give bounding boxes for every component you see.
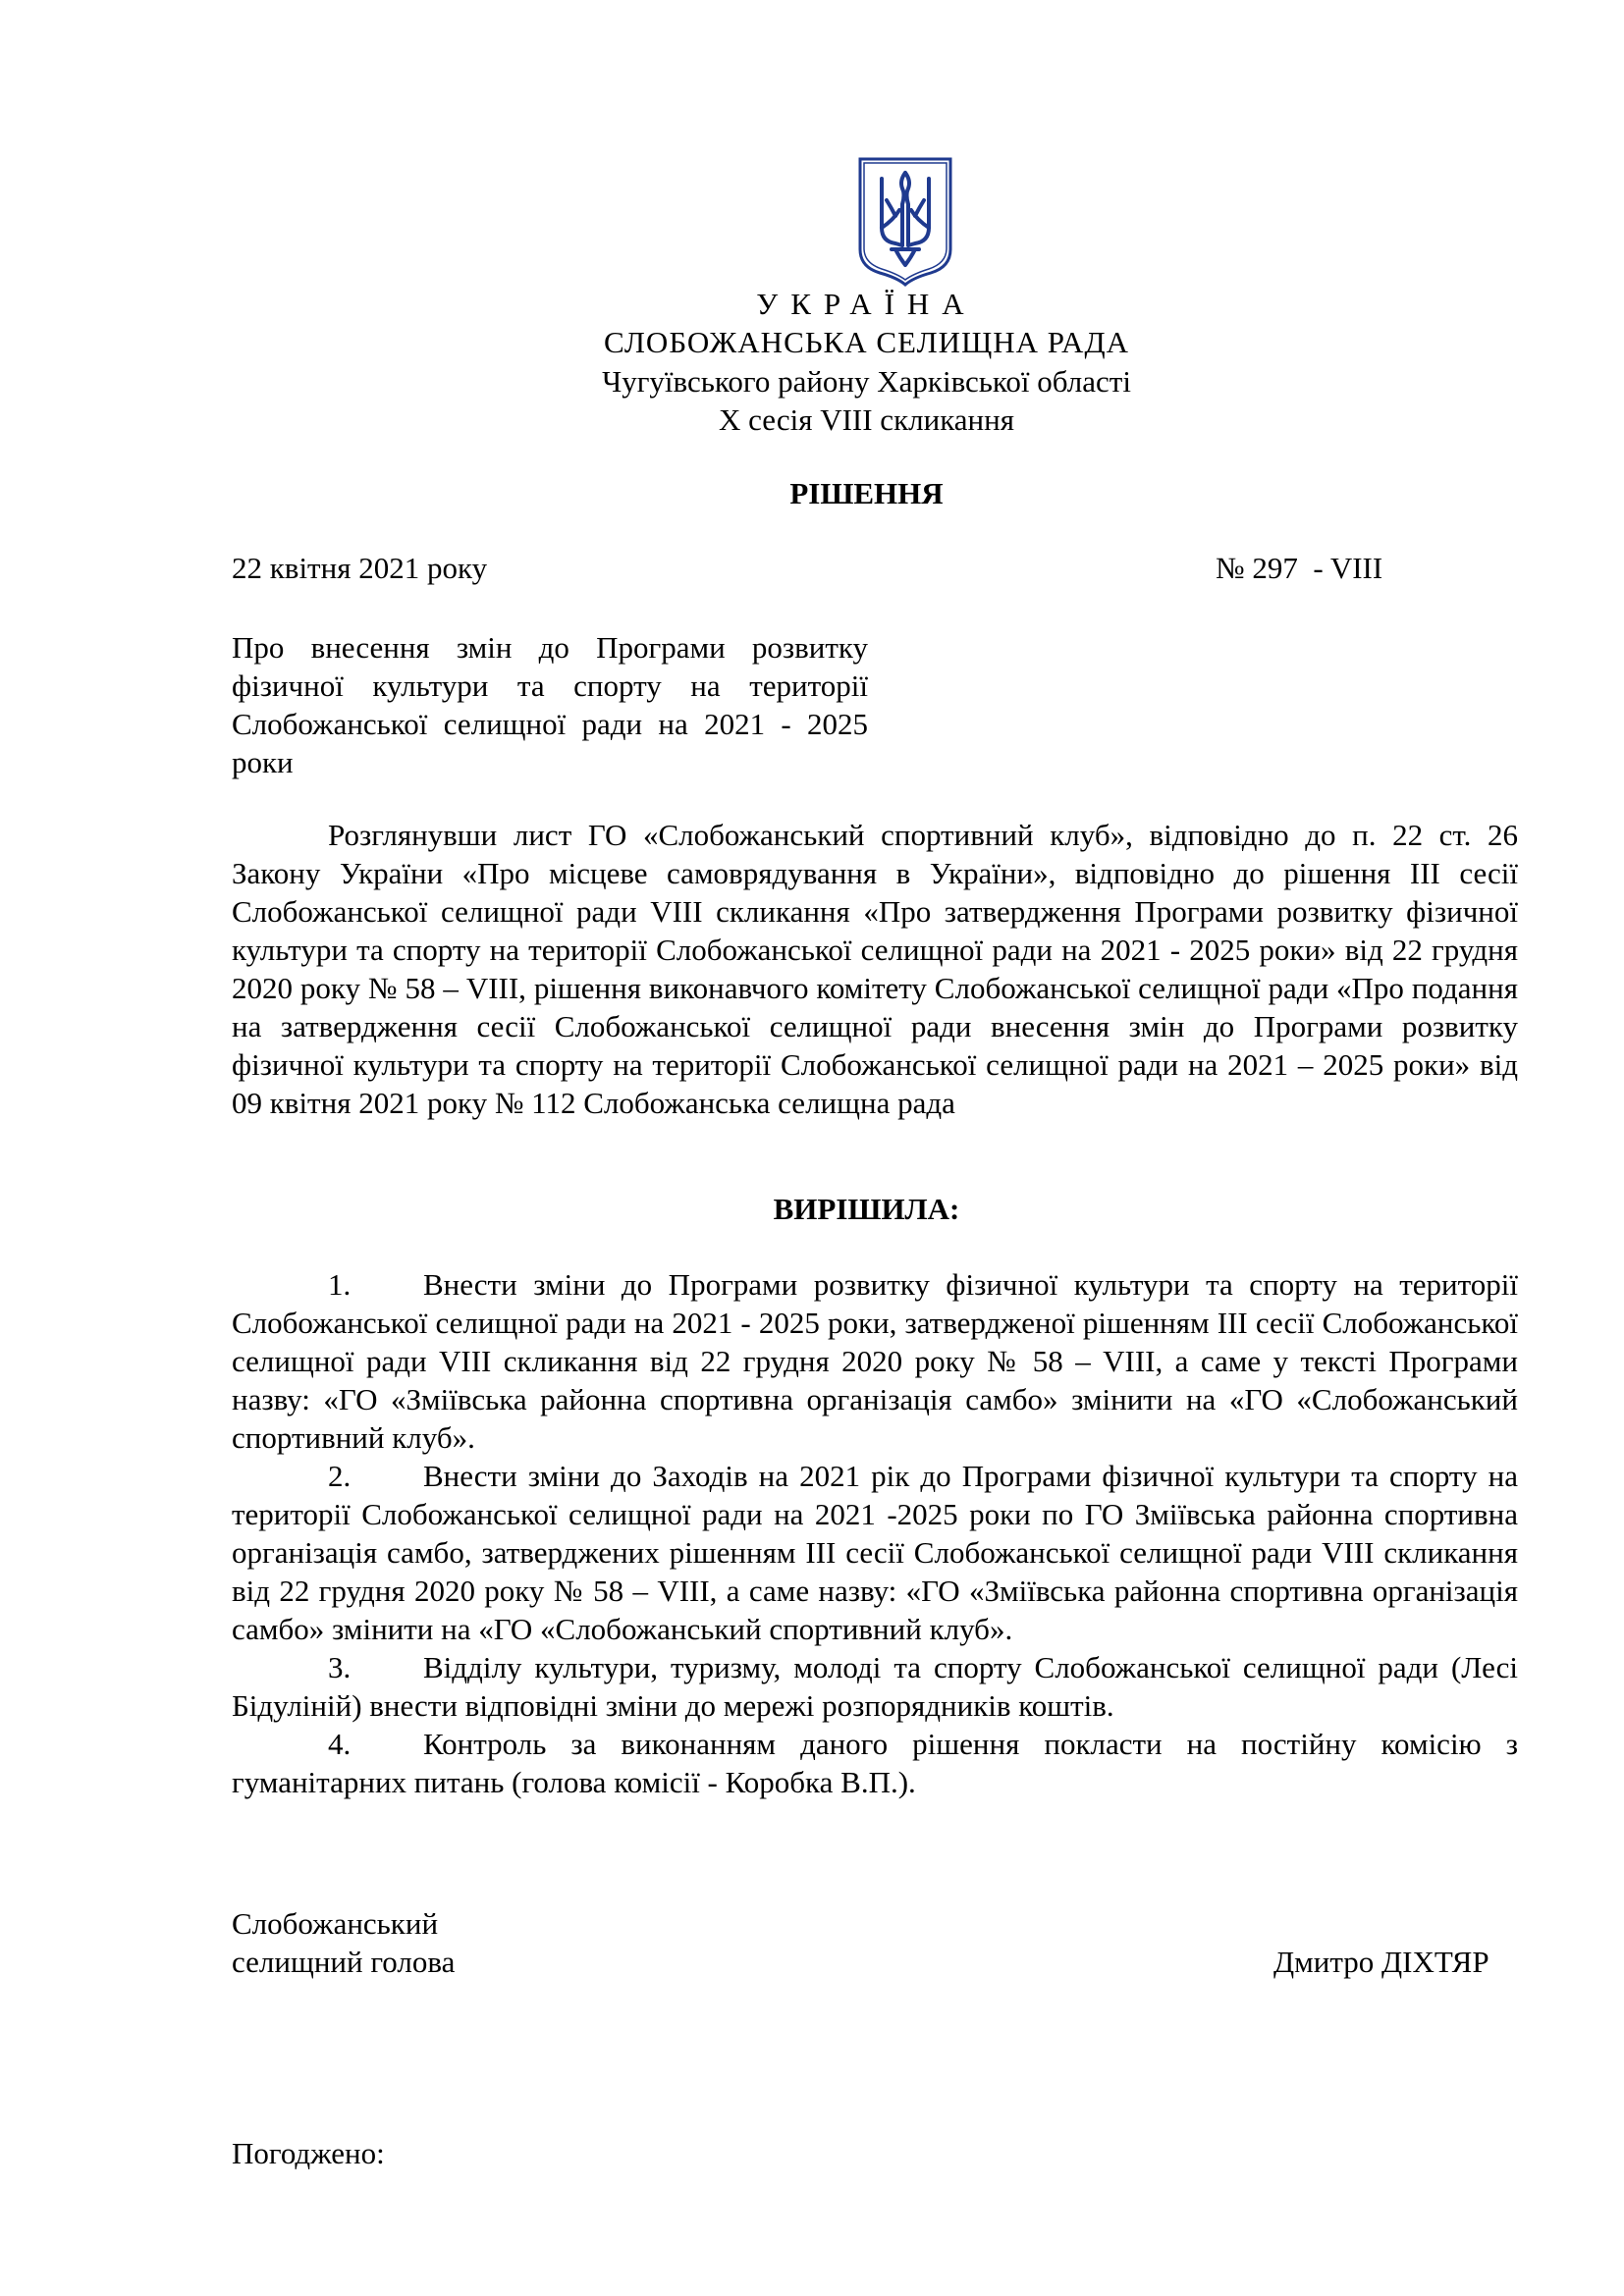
item-text: Контроль за виконанням даного рішення покласти на постійну комісію з гуманітарних питань (голова комісії - Коробка В.П.).	[232, 1727, 1518, 1799]
signatory-name: Дмитро ДІХТЯР	[1273, 1945, 1489, 1979]
item-number: 3.	[328, 1650, 352, 1684]
decision-subject: Про внесення змін до Програми розвитку фізичної культури та спорту на території Слобожанської селищної ради на 2021 - 2025 роки	[232, 630, 868, 779]
signatory-position-line: Слобожанський	[232, 1906, 439, 1941]
item-number: 2.	[328, 1459, 352, 1493]
header-session: X сесія VIII скликання	[719, 402, 1014, 437]
header-district: Чугуївського району Харківської області	[602, 364, 1131, 399]
resolved-heading: ВИРІШИЛА:	[773, 1192, 960, 1226]
decision-date: 22 квітня 2021 року	[232, 551, 488, 585]
signatory-position-line: селищний голова	[232, 1945, 456, 1979]
item-text: Внести зміни до Програми розвитку фізичної культури та спорту на території Слобожанської селищної ради на 2021 - 2025 роки, затвердженої рішенням ІІІ сесії Слобожанської селищної ради VIII скликання від 22 грудня 2020 року № 58 – VIII, а саме у тексті Програми назву: «ГО «Зміївська районна спортивна організація самбо» змінити на «ГО «Слобожанський спортивний клуб».	[232, 1267, 1518, 1455]
header-country: УКРАЇНА	[756, 287, 977, 321]
item-number: 1.	[328, 1267, 352, 1302]
coat-of-arms-icon	[856, 155, 954, 288]
preamble-paragraph: Розглянувши лист ГО «Слобожанський спортивний клуб», відповідно до п. 22 ст. 26 Закону України «Про місцеве самоврядування в України», відповідно до рішення ІІІ сесії Слобожанської селищної ради VIII скликання «Про затвердження Програми розвитку фізичної культури та спорту на території Слобожанської селищної ради на 2021 - 2025 роки» від 22 грудня 2020 року № 58 – VIII, рішення виконавчого комітету Слобожанської селищної ради «Про подання на затвердження сесії Слобожанської селищної ради внесення змін до Програми розвитку фізичної культури та спорту на території Слобожанської селищної ради на 2021 – 2025 роки» від 09 квітня 2021 року № 112 Слобожанська селищна рада	[232, 818, 1518, 1120]
signatory-position	[232, 1904, 455, 1981]
item-number: 4.	[328, 1727, 352, 1761]
item-text: Внести зміни до Заходів на 2021 рік до Програми фізичної культури та спорту на території Слобожанської селищної ради на 2021 -2025 роки по ГО Зміївська районна спортивна організація самбо, затверджених рішенням ІІІ сесії Слобожанської селищної ради VIII скликання від 22 грудня 2020 року № 58 – VIII, а саме назву: «ГО «Зміївська районна спортивна організація самбо» змінити на «ГО «Слобожанський спортивний клуб».	[232, 1459, 1518, 1646]
header-council: СЛОБОЖАНСЬКА СЕЛИЩНА РАДА	[604, 325, 1129, 359]
approval-label: Погоджено:	[232, 2136, 385, 2170]
resolution-item	[232, 1648, 1518, 1725]
resolution-item	[232, 1725, 1518, 1801]
document-title: РІШЕННЯ	[789, 476, 944, 510]
resolution-item	[232, 1457, 1518, 1648]
resolution-item	[232, 1265, 1518, 1457]
resolution-items	[232, 1265, 1518, 1801]
item-text: Відділу культури, туризму, молоді та спорту Слобожанської селищної ради (Лесі Бідуліній) внести відповідні зміни до мережі розпорядників коштів.	[232, 1650, 1518, 1723]
decision-number: № 297 - VIII	[1216, 551, 1383, 585]
